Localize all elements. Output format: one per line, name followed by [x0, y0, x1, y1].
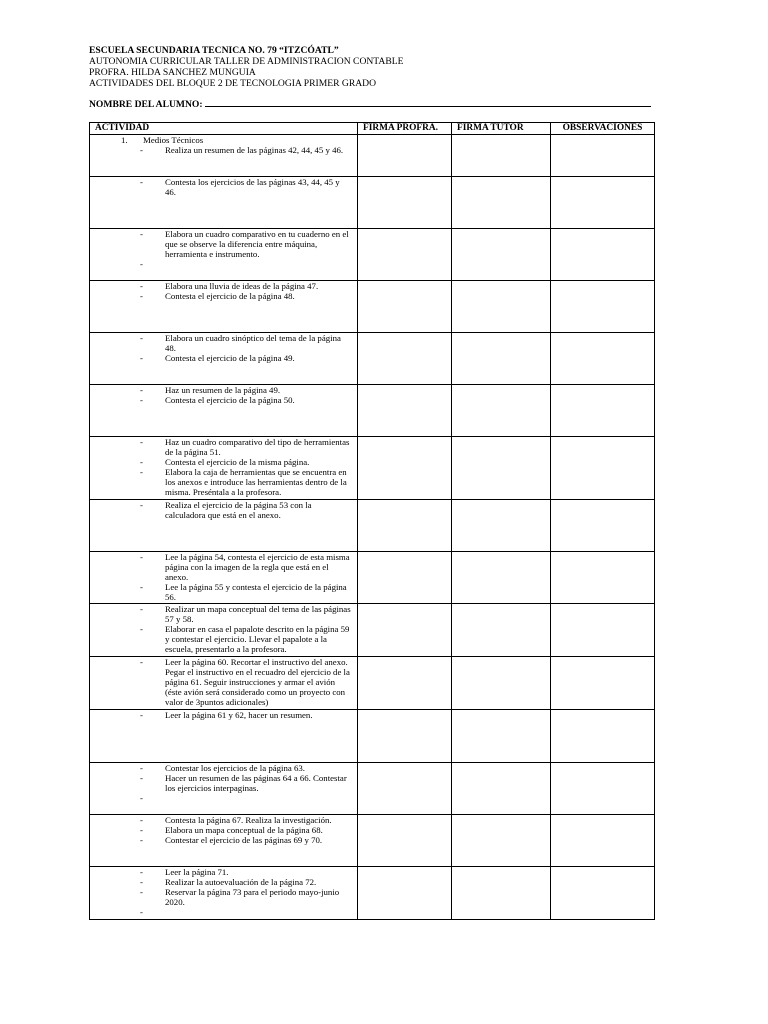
signature-teacher-cell[interactable] — [358, 229, 452, 281]
activity-cell — [90, 500, 358, 552]
activity-cell — [90, 437, 358, 500]
activity-item — [90, 145, 357, 155]
signature-teacher-cell[interactable] — [358, 333, 452, 385]
activity-item — [90, 467, 357, 497]
signature-teacher-cell[interactable] — [358, 135, 452, 177]
activity-item — [90, 229, 357, 259]
activity-item — [90, 582, 357, 602]
activity-text: Haz un resumen de la página 49. — [165, 385, 281, 395]
activity-item — [90, 333, 357, 353]
col-header-observaciones: OBSERVACIONES — [551, 123, 655, 135]
table-row — [90, 229, 655, 281]
observations-cell[interactable] — [551, 500, 655, 552]
activity-text: Contesta el ejercicio de la página 49. — [165, 353, 295, 363]
activity-cell — [90, 604, 358, 657]
activity-item — [90, 887, 357, 907]
activity-text: Leer la página 71. — [165, 867, 229, 877]
activity-text: Contesta el ejercicio de la página 50. — [165, 395, 295, 405]
table-row — [90, 763, 655, 815]
signature-tutor-cell[interactable] — [452, 604, 551, 657]
activity-cell — [90, 385, 358, 437]
table-row — [90, 135, 655, 177]
bullet-dash: - — [140, 835, 143, 845]
bullet-dash: - — [140, 437, 143, 447]
activity-text: Reservar la página 73 para el periodo mayo-junio 2020. — [165, 887, 340, 907]
activity-item — [90, 877, 357, 887]
bullet-dash: - — [140, 815, 143, 825]
bullet-dash: - — [140, 281, 143, 291]
observations-cell[interactable] — [551, 385, 655, 437]
bullet-dash: - — [140, 457, 143, 467]
signature-tutor-cell[interactable] — [452, 552, 551, 604]
observations-cell[interactable] — [551, 281, 655, 333]
bullet-dash: - — [140, 552, 143, 562]
signature-tutor-cell[interactable] — [452, 763, 551, 815]
bullet-dash: - — [140, 259, 143, 269]
activity-cell — [90, 763, 358, 815]
signature-teacher-cell[interactable] — [358, 763, 452, 815]
signature-teacher-cell[interactable] — [358, 500, 452, 552]
student-name-field[interactable] — [205, 98, 651, 107]
activity-item — [90, 281, 357, 291]
table-row — [90, 657, 655, 710]
activity-item — [90, 825, 357, 835]
activity-text: Lee la página 55 y contesta el ejercicio de la página 56. — [165, 582, 347, 602]
activity-item — [90, 793, 357, 803]
signature-tutor-cell[interactable] — [452, 500, 551, 552]
activity-text: Realiza un resumen de las páginas 42, 44, 45 y 46. — [165, 145, 344, 155]
observations-cell[interactable] — [551, 710, 655, 763]
activity-item — [90, 763, 357, 773]
activity-item — [90, 291, 357, 301]
activity-item — [90, 437, 357, 457]
bullet-dash: - — [140, 793, 143, 803]
activity-item — [90, 552, 357, 582]
activity-cell — [90, 281, 358, 333]
table-row — [90, 867, 655, 920]
teacher-name: PROFRA. HILDA SANCHEZ MUNGUIA — [89, 67, 256, 78]
activity-cell — [90, 552, 358, 604]
signature-tutor-cell[interactable] — [452, 135, 551, 177]
activity-text — [165, 793, 357, 803]
activity-text: Hacer un resumen de las páginas 64 a 66. Contestar los ejercicios interpaginas. — [165, 773, 347, 793]
bullet-dash: - — [140, 763, 143, 773]
table-row — [90, 710, 655, 763]
activity-text: Contesta el ejercicio de la página 48. — [165, 291, 295, 301]
activity-item — [90, 500, 357, 520]
section-number: 1. — [121, 135, 128, 145]
activity-item — [90, 815, 357, 825]
activity-text: Contesta los ejercicios de las páginas 43, 44, 45 y 46. — [165, 177, 340, 197]
activity-item — [90, 624, 357, 654]
school-name: ESCUELA SECUNDARIA TECNICA NO. 79 “ITZCÓATL” — [89, 45, 339, 56]
observations-cell[interactable] — [551, 177, 655, 229]
signature-teacher-cell[interactable] — [358, 710, 452, 763]
activity-text: Lee la página 54, contesta el ejercicio de esta misma página con la imagen de la regla que está en el anexo. — [165, 552, 350, 582]
observations-cell[interactable] — [551, 552, 655, 604]
bullet-dash: - — [140, 395, 143, 405]
table-row — [90, 385, 655, 437]
activity-cell — [90, 333, 358, 385]
signature-tutor-cell[interactable] — [452, 281, 551, 333]
observations-cell[interactable] — [551, 763, 655, 815]
bullet-dash: - — [140, 582, 143, 592]
activity-text: Elabora un cuadro comparativo en tu cuaderno en el que se observe la diferencia entre máquina, herramienta e instrumento. — [165, 229, 349, 259]
activity-item — [90, 259, 357, 269]
activities-title: ACTIVIDADES DEL BLOQUE 2 DE TECNOLOGIA PRIMER GRADO — [89, 78, 377, 89]
bullet-dash: - — [140, 624, 143, 634]
table-row — [90, 500, 655, 552]
observations-cell[interactable] — [551, 604, 655, 657]
activity-text: Realizar un mapa conceptual del tema de las páginas 57 y 58. — [165, 604, 351, 624]
table-row — [90, 815, 655, 867]
activity-text: Leer la página 61 y 62, hacer un resumen. — [165, 710, 313, 720]
signature-tutor-cell[interactable] — [452, 229, 551, 281]
table-row — [90, 552, 655, 604]
document-header — [89, 45, 403, 89]
table-row — [90, 281, 655, 333]
activity-text: Contestar el ejercicio de las páginas 69 y 70. — [165, 835, 323, 845]
activity-text — [165, 907, 357, 917]
bullet-dash: - — [140, 333, 143, 343]
activity-cell — [90, 815, 358, 867]
activity-text: Elabora un cuadro sinóptico del tema de la página 48. — [165, 333, 341, 353]
observations-cell[interactable] — [551, 815, 655, 867]
table-row — [90, 177, 655, 229]
activity-item — [90, 710, 357, 720]
activity-cell — [90, 867, 358, 920]
signature-tutor-cell[interactable] — [452, 177, 551, 229]
bullet-dash: - — [140, 353, 143, 363]
activity-cell — [90, 135, 358, 177]
table-row — [90, 333, 655, 385]
signature-tutor-cell[interactable] — [452, 815, 551, 867]
bullet-dash: - — [140, 291, 143, 301]
activity-item — [90, 867, 357, 877]
activity-item — [90, 907, 357, 917]
observations-cell[interactable] — [551, 437, 655, 500]
activity-item — [90, 395, 357, 405]
activity-item — [90, 835, 357, 845]
bullet-dash: - — [140, 710, 143, 720]
activity-cell — [90, 710, 358, 763]
bullet-dash: - — [140, 657, 143, 667]
bullet-dash: - — [140, 773, 143, 783]
bullet-dash: - — [140, 385, 143, 395]
signature-teacher-cell[interactable] — [358, 552, 452, 604]
col-header-actividad: ACTIVIDAD — [90, 123, 358, 135]
activity-text: Elabora un mapa conceptual de la página 68. — [165, 825, 323, 835]
table-row — [90, 437, 655, 500]
section-title: Medios Técnicos — [143, 135, 204, 145]
signature-teacher-cell[interactable] — [358, 867, 452, 920]
signature-tutor-cell[interactable] — [452, 385, 551, 437]
activity-text: Contesta el ejercicio de la misma página. — [165, 457, 310, 467]
bullet-dash: - — [140, 867, 143, 877]
bullet-dash: - — [140, 887, 143, 897]
signature-teacher-cell[interactable] — [358, 437, 452, 500]
table-row — [90, 604, 655, 657]
activities-table — [89, 122, 655, 920]
bullet-dash: - — [140, 907, 143, 917]
signature-tutor-cell[interactable] — [452, 333, 551, 385]
col-header-firma-tutor: FIRMA TUTOR — [452, 123, 551, 135]
table-header-row — [90, 123, 655, 135]
observations-cell[interactable] — [551, 333, 655, 385]
section-heading — [90, 135, 357, 145]
activity-item — [90, 353, 357, 363]
signature-tutor-cell[interactable] — [452, 710, 551, 763]
activity-text: Leer la página 60. Recortar el instructivo del anexo. Pegar el instructivo en el recuadro del ejercicio de la página 61. Seguir instrucciones y armar el avión (éste avión será considerado como un proyecto con valor de 3puntos adicionales) — [165, 657, 350, 707]
activity-text: Contesta la página 67. Realiza la investigación. — [165, 815, 332, 825]
activity-item — [90, 457, 357, 467]
activity-cell — [90, 229, 358, 281]
observations-cell[interactable] — [551, 135, 655, 177]
signature-teacher-cell[interactable] — [358, 177, 452, 229]
signature-teacher-cell[interactable] — [358, 604, 452, 657]
bullet-dash: - — [140, 500, 143, 510]
observations-cell[interactable] — [551, 229, 655, 281]
observations-cell[interactable] — [551, 867, 655, 920]
student-name-label: NOMBRE DEL ALUMNO: — [89, 99, 203, 110]
activity-text: Elaborar en casa el papalote descrito en la página 59 y contestar el ejercicio. Llevar el papalote a la escuela, presentarlo a la profesora. — [165, 624, 350, 654]
activity-item — [90, 604, 357, 624]
activity-text: Elabora una lluvia de ideas de la página 47. — [165, 281, 319, 291]
signature-teacher-cell[interactable] — [358, 281, 452, 333]
activity-text: Elabora la caja de herramientas que se encuentra en los anexos e introduce las herramientas dentro de la misma. Preséntala a la profesora. — [165, 467, 347, 497]
activity-item — [90, 385, 357, 395]
activity-text: Realiza el ejercicio de la página 53 con la calculadora que está en el anexo. — [165, 500, 312, 520]
bullet-dash: - — [140, 177, 143, 187]
activity-item — [90, 177, 357, 197]
bullet-dash: - — [140, 825, 143, 835]
activity-text — [165, 259, 357, 269]
bullet-dash: - — [140, 467, 143, 477]
activity-item — [90, 657, 357, 707]
signature-tutor-cell[interactable] — [452, 437, 551, 500]
col-header-firma-profra: FIRMA PROFRA. — [358, 123, 452, 135]
activity-item — [90, 773, 357, 793]
activity-cell — [90, 177, 358, 229]
activity-cell — [90, 657, 358, 710]
activity-text: Realizar la autoevaluación de la página 72. — [165, 877, 317, 887]
bullet-dash: - — [140, 229, 143, 239]
activity-text: Contestar los ejercicios de la página 63. — [165, 763, 305, 773]
bullet-dash: - — [140, 604, 143, 614]
signature-teacher-cell[interactable] — [358, 385, 452, 437]
signature-teacher-cell[interactable] — [358, 657, 452, 710]
activity-text: Haz un cuadro comparativo del tipo de herramientas de la página 51. — [165, 437, 350, 457]
bullet-dash: - — [140, 877, 143, 887]
signature-tutor-cell[interactable] — [452, 657, 551, 710]
signature-teacher-cell[interactable] — [358, 815, 452, 867]
student-name-row — [89, 98, 651, 110]
bullet-dash: - — [140, 145, 143, 155]
observations-cell[interactable] — [551, 657, 655, 710]
signature-tutor-cell[interactable] — [452, 867, 551, 920]
workshop-name: AUTONOMIA CURRICULAR TALLER DE ADMINISTRACION CONTABLE — [89, 56, 404, 67]
